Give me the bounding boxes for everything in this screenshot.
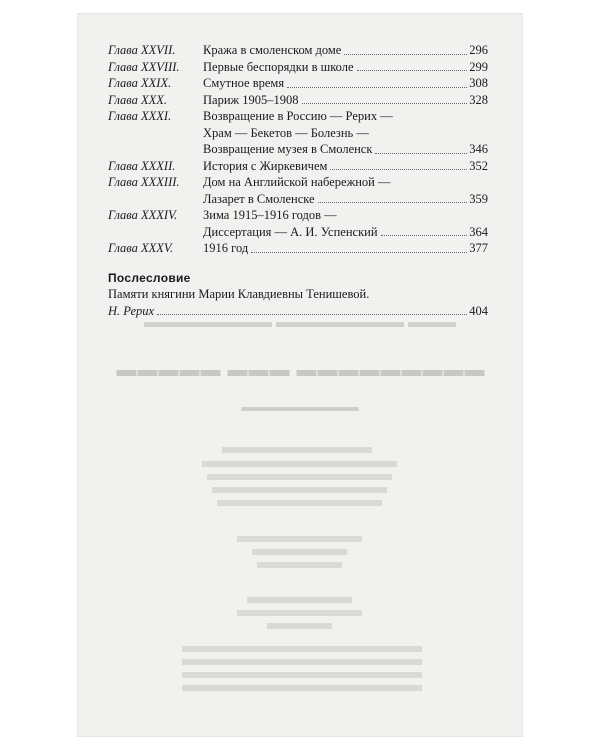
chapter-title-line: Возвращение в Россию — Рерих — xyxy=(203,109,393,123)
ghost-bar xyxy=(222,447,372,453)
toc-entry xyxy=(108,158,488,175)
page-number: 352 xyxy=(469,158,488,173)
ghost-bar xyxy=(252,549,347,555)
chapter-title-line: Зима 1915–1916 годов — xyxy=(203,208,337,222)
chapter-title: Первые беспорядки в школе xyxy=(203,59,354,74)
ghost-bar xyxy=(237,536,362,542)
ghost-line: ▬▬▬ ▬▬▬▬▬▬▬▬ ▬▬▬▬▬▬▬▬ xyxy=(144,314,456,331)
page-number: 377 xyxy=(469,241,488,255)
chapter-title-line: Храм — Бекетов — Болезнь — xyxy=(203,125,369,140)
page-number: 299 xyxy=(469,59,488,74)
ghost-bar xyxy=(217,500,382,506)
afterword-subtitle: Памяти княгини Марии Клавдиевны Тенишевой. xyxy=(108,287,370,301)
ghost-bar xyxy=(207,474,392,480)
chapter-title-line: Лазарет в Смоленске xyxy=(203,191,315,206)
page-number: 364 xyxy=(469,224,488,239)
chapter-title-line: Диссертация — А. И. Успенский xyxy=(203,224,378,239)
ghost-bar xyxy=(202,461,397,467)
chapter-number: Глава XXXIV. xyxy=(108,208,178,222)
toc-entry xyxy=(108,207,488,240)
ghost-bar xyxy=(182,685,422,691)
ghost-bar xyxy=(182,672,422,678)
chapter-number: Глава XXXIII. xyxy=(108,175,180,189)
chapter-title: 1916 год xyxy=(203,241,249,255)
chapter-title: История с Жиркевичем xyxy=(203,158,328,173)
page-number: 404 xyxy=(469,303,488,318)
chapter-number: Глава XXXV. xyxy=(108,241,174,255)
afterword-author: Н. Рерих xyxy=(108,303,155,318)
ghost-bar xyxy=(237,610,362,616)
page-number: 328 xyxy=(469,92,488,107)
page-number: 308 xyxy=(469,76,488,90)
chapter-number: Глава XXX. xyxy=(108,92,168,107)
page-number: 359 xyxy=(469,191,488,206)
chapter-number: Глава XXIX. xyxy=(108,76,172,90)
toc-entry xyxy=(108,42,488,59)
ghost-bar xyxy=(267,623,332,629)
book-page xyxy=(78,14,522,736)
toc-entry xyxy=(108,75,488,92)
table-of-contents xyxy=(108,42,488,319)
chapter-number: Глава XXXI. xyxy=(108,109,172,123)
chapter-number: Глава XXVIII. xyxy=(108,59,180,74)
ghost-bar xyxy=(257,562,342,568)
page-number: 296 xyxy=(469,43,488,57)
toc-entry xyxy=(108,92,488,109)
chapter-title: Смутное время xyxy=(203,76,285,90)
ghost-line: ▬▬▬▬▬▬▬▬▬ ▬▬▬ ▬▬▬▬▬ xyxy=(115,359,485,381)
toc-entry xyxy=(108,108,488,158)
toc-entry xyxy=(108,174,488,207)
ghost-line: ▬▬▬▬▬▬▬▬▬ xyxy=(241,399,359,414)
chapter-title-line: Возвращение музея в Смоленск xyxy=(203,142,373,156)
afterword-heading: Послесловие xyxy=(108,270,191,285)
chapter-number: Глава XXXII. xyxy=(108,158,176,173)
ghost-bar xyxy=(247,597,352,603)
chapter-title-line: Дом на Английской набережной — xyxy=(203,175,391,189)
toc-entry xyxy=(108,240,488,257)
chapter-title: Париж 1905–1908 xyxy=(203,92,299,107)
page-number: 346 xyxy=(469,142,488,156)
ghost-bar xyxy=(182,659,422,665)
chapter-number: Глава XXVII. xyxy=(108,43,176,57)
toc-entry xyxy=(108,59,488,76)
ghost-bar xyxy=(182,646,422,652)
ghost-bar xyxy=(212,487,387,493)
chapter-title: Кража в смоленском доме xyxy=(203,43,342,57)
